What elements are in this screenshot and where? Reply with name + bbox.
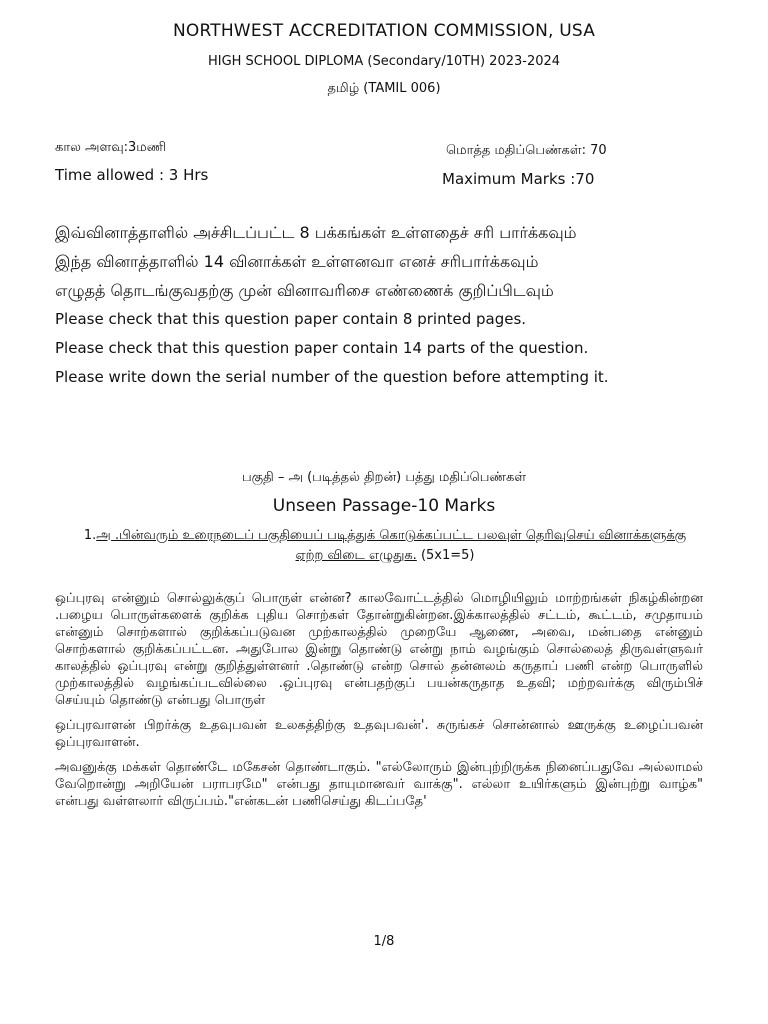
max-marks-tamil: மொத்த மதிப்பெண்கள்: 70 — [446, 143, 607, 158]
question-marks: (5x1=5) — [420, 548, 475, 563]
passage — [55, 590, 703, 818]
passage-paragraph: ஒப்புரவாளன் பிறர்க்கு உதவுபவன் உலகத்திற்கு உதவுபவன்'. சுருங்கச் சொன்னால் ஊருக்கு உழைப்பவன் ஒப்புரவாளன். — [55, 718, 703, 750]
question-text: அ .பின்வரும் உரைநடைப் பகுதியைப் படித்துக் கொடுக்கப்பட்ட பலவுள் தெரிவுசெய் வினாக்களுக்கு ஏற்ற விடை எழுதுக. — [96, 528, 687, 563]
instruction-english-pages: Please check that this question paper contain 8 printed pages. — [55, 310, 527, 328]
instruction-english-serial: Please write down the serial number of the question before attempting it. — [55, 368, 609, 386]
instruction-tamil-serial: எழுதத் தொடங்குவதற்கு முன் வினாவரிசை எண்ணைக் குறிப்பிடவும் — [55, 281, 554, 300]
section-heading: பகுதி – அ (படித்தல் திறன்) பத்து மதிப்பெண்கள் — [241, 470, 527, 485]
organization-title: NORTHWEST ACCREDITATION COMMISSION, USA — [172, 21, 596, 41]
passage-paragraph: ஒப்புரவு என்னும் சொல்லுக்குப் பொருள் என்ன? காலவோட்டத்தில் மொழியிலும் மாற்றங்கள் நிகழ்கின்றன .பழைய பொருள்களைக் குறிக்க புதிய சொற்கள் தோன்றுகின்றன.இக்காலத்தில் சட்டம், கூட்டம், சமுதாயம் என்னும் சொற்களால் குறிக்கப்படுவன முற்காலத்தில் முறையே ஆணை, அவை, மன்பதை என்னும் சொற்களால் குறிக்கப்பட்டன. அதுபோல இன்று தொண்டு என்று நாம் வழங்கும் சொல்லைத் திருவள்ளுவர் காலத்தில் ஒப்புரவு என்று குறித்துள்ளனர் .தொண்டு என்ற சொல் தன்னலம் கருதாப் பணி என்ற பொருளில் முற்காலத்தில் வழங்கப்படவில்லை .ஒப்புரவு என்பதற்குப் பயன்கருதாத உதவி; மற்றவர்க்கு விரும்பிச் செய்யும் தொண்டு என்பது பொருள் — [55, 591, 703, 708]
instruction-tamil-questions: இந்த வினாத்தாளில் 14 வினாக்கள் உள்ளனவா எனச் சரிபார்க்கவும் — [55, 252, 539, 271]
question-number: 1. — [83, 528, 97, 543]
section-subtitle: Unseen Passage-10 Marks — [272, 496, 496, 516]
instruction-english-questions: Please check that this question paper contain 14 parts of the question. — [55, 339, 589, 357]
passage-paragraph: அவனுக்கு மக்கள் தொண்டே மகேசன் தொண்டாகும். "எல்லோரும் இன்புற்றிருக்க நினைப்பதுவே அல்லாமல் வேறொன்று அறியேன் பராபரமே" என்பது தாயுமானவர் வாக்கு". எல்லா உயிர்களும் இன்புற்று வாழ்க" என்பது வள்ளலார் விருப்பம்."என்கடன் பணிசெய்து கிடப்பதே' — [55, 760, 704, 809]
instruction-tamil-pages: இவ்வினாத்தாளில் அச்சிடப்பட்ட 8 பக்கங்கள் உள்ளதைச் சரி பார்க்கவும் — [55, 223, 577, 242]
question-1 — [80, 526, 690, 566]
instructions — [55, 222, 715, 396]
subject-line: தமிழ் (TAMIL 006) — [327, 81, 441, 96]
diploma-line: HIGH SCHOOL DIPLOMA (Secondary/10TH) 2023-2024 — [207, 54, 561, 69]
max-marks-english: Maximum Marks :70 — [442, 170, 595, 188]
page-number: 1/8 — [373, 934, 395, 949]
duration-tamil: கால அளவு:3மணி — [55, 140, 167, 155]
duration-english: Time allowed : 3 Hrs — [55, 166, 209, 184]
